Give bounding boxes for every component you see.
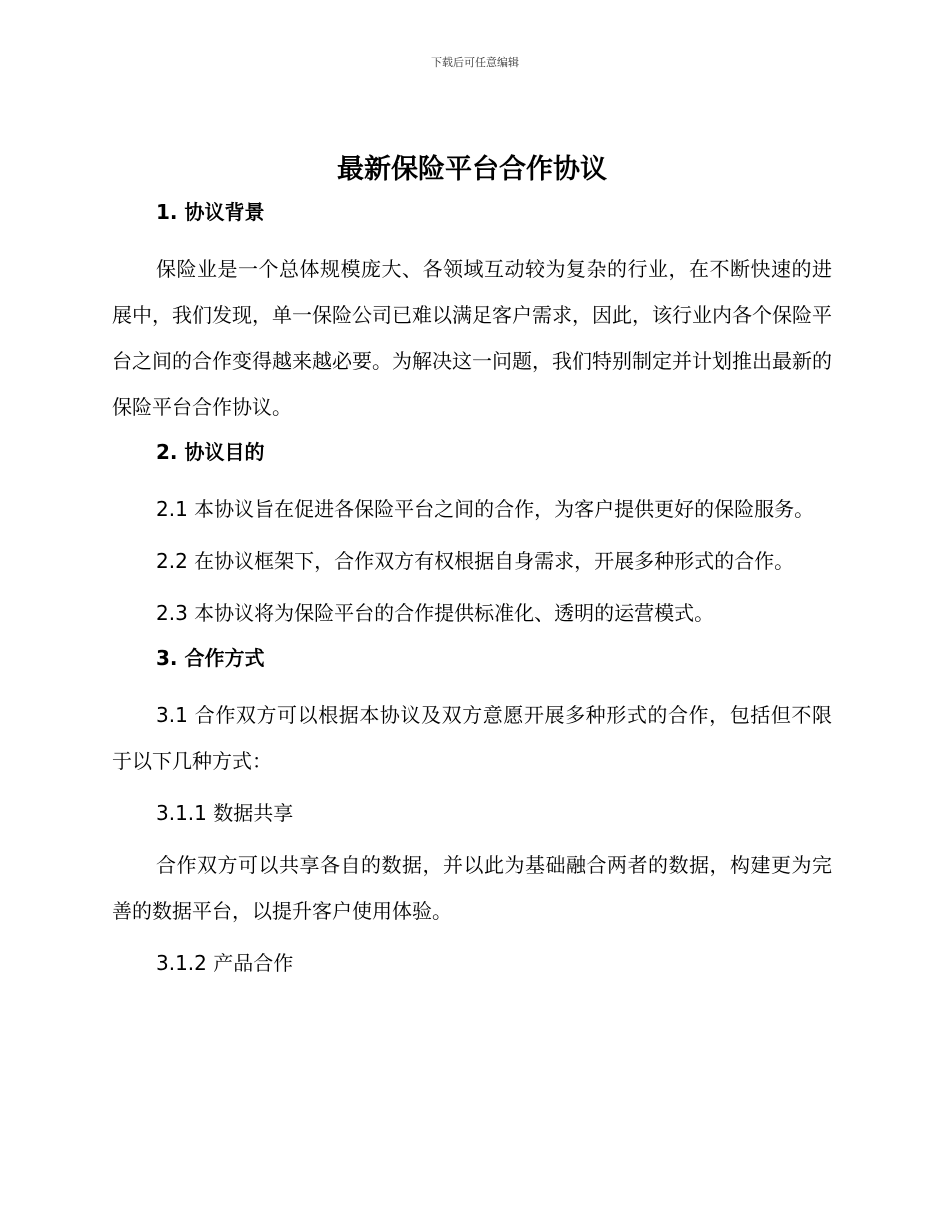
header-note: 下载后可任意编辑 [431,56,519,69]
paragraph-purpose-2-1: 2.1 本协议旨在促进各保险平台之间的合作，为客户提供更好的保险服务。 [156,497,815,521]
subheading-product-cooperation: 3.1.2 产品合作 [156,951,294,975]
paragraph-background: 保险业是一个总体规模庞大、各领域互动较为复杂的行业，在不断快速的进展中，我们发现，单一保险公司已难以满足客户需求，因此，该行业内各个保险平台之间的合作变得越来越必要。为解决这一问题，我们特别制定并计划推出最新的保险平台合作协议。 [112,257,832,419]
paragraph-data-sharing: 合作双方可以共享各自的数据，并以此为基础融合两者的数据，构建更为完善的数据平台，以提升客户使用体验。 [112,853,832,923]
paragraph-cooperation-3-1: 3.1 合作双方可以根据本协议及双方意愿开展多种形式的合作，包括但不限于以下几种方式： [112,703,832,773]
subheading-data-sharing: 3.1.1 数据共享 [156,801,294,825]
paragraph-purpose-2-3: 2.3 本协议将为保险平台的合作提供标准化、透明的运营模式。 [156,601,715,625]
document-body [112,148,832,992]
document-title: 最新保险平台合作协议 [337,154,607,185]
section-heading-cooperation: 3. 合作方式 [156,646,265,670]
paragraph-purpose-2-2: 2.2 在协议框架下，合作双方有权根据自身需求，开展多种形式的合作。 [156,549,795,573]
section-heading-background: 1. 协议背景 [156,200,265,224]
section-heading-purpose: 2. 协议目的 [156,440,265,464]
